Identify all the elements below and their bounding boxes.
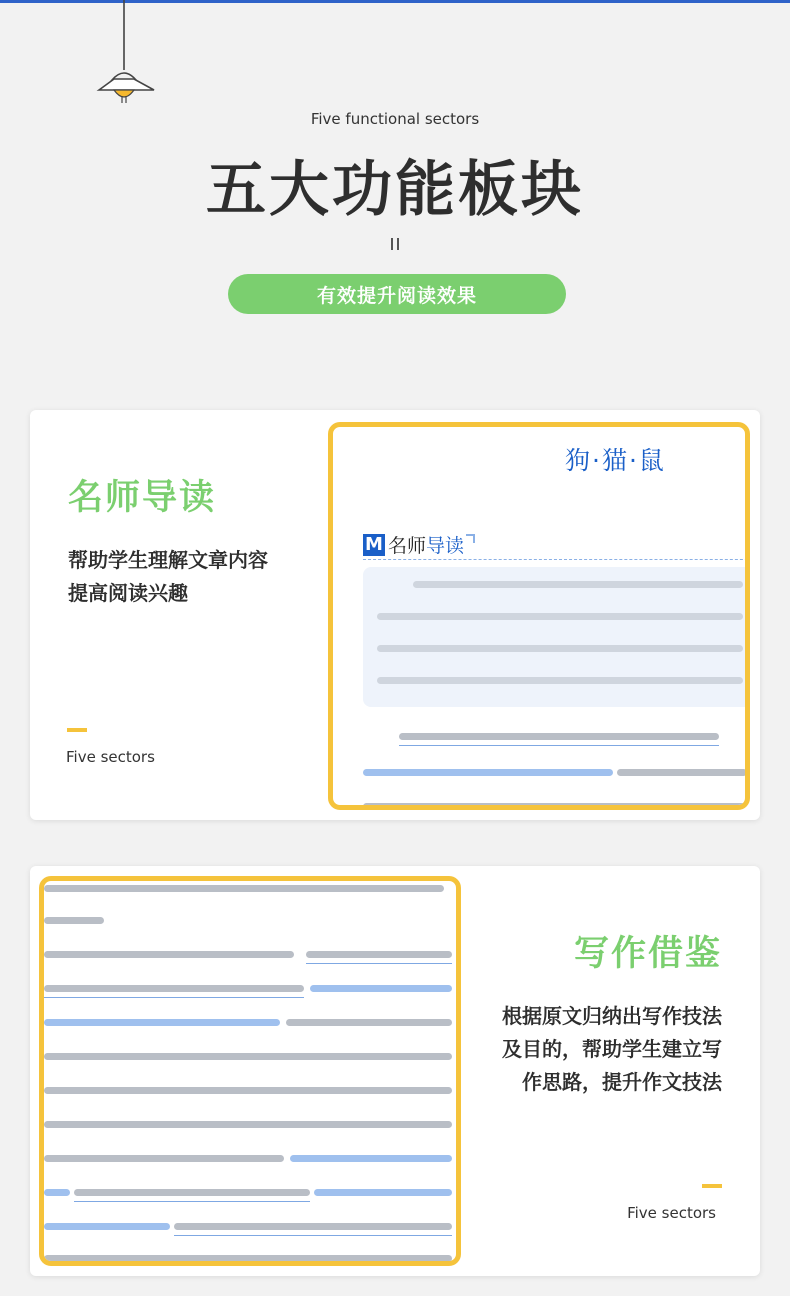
section-caption-en: Five sectors bbox=[66, 748, 155, 766]
text-placeholder bbox=[617, 769, 747, 776]
guide-tag-letter: M bbox=[363, 534, 385, 556]
dashed-divider bbox=[363, 559, 750, 560]
text-placeholder bbox=[44, 885, 444, 892]
divider-mark bbox=[390, 238, 400, 250]
section-description bbox=[68, 544, 268, 610]
text-placeholder bbox=[44, 917, 104, 924]
text-placeholder bbox=[306, 951, 452, 958]
text-placeholder bbox=[44, 1087, 452, 1094]
guide-tag-label-accent: 导读 bbox=[426, 535, 465, 557]
description-line: 帮助学生理解文章内容 bbox=[68, 548, 268, 572]
feature-card-guide bbox=[30, 410, 760, 820]
text-placeholder bbox=[44, 1019, 280, 1026]
underline bbox=[44, 997, 304, 998]
accent-bar bbox=[702, 1184, 722, 1188]
page-title: 五大功能板块 bbox=[206, 155, 584, 225]
text-placeholder bbox=[44, 1189, 70, 1196]
text-placeholder bbox=[377, 613, 743, 620]
text-placeholder bbox=[174, 1223, 452, 1230]
text-placeholder bbox=[44, 985, 304, 992]
guide-tag-label: 名师 bbox=[388, 535, 427, 557]
text-placeholder bbox=[377, 677, 743, 684]
chapter-title: 狗·猫·鼠 bbox=[565, 446, 666, 475]
accent-bar bbox=[67, 728, 87, 732]
text-placeholder bbox=[44, 1121, 452, 1128]
description-line: 根据原文归纳出写作技法 bbox=[502, 1004, 722, 1028]
guide-tag bbox=[363, 531, 475, 558]
underline bbox=[399, 745, 719, 746]
text-placeholder bbox=[377, 645, 743, 652]
description-line: 作思路，提升作文技法 bbox=[522, 1070, 722, 1094]
corner-mark bbox=[466, 534, 475, 543]
underline bbox=[74, 1201, 310, 1202]
text-placeholder bbox=[363, 803, 747, 810]
section-caption-en: Five sectors bbox=[627, 1204, 716, 1222]
guide-text-box bbox=[363, 567, 750, 707]
text-placeholder bbox=[286, 1019, 452, 1026]
underline bbox=[174, 1235, 452, 1236]
text-placeholder bbox=[44, 1155, 284, 1162]
subtitle-en: Five functional sectors bbox=[310, 110, 480, 128]
underline bbox=[306, 963, 452, 964]
text-placeholder bbox=[290, 1155, 452, 1162]
text-placeholder bbox=[399, 733, 719, 740]
description-line: 及目的，帮助学生建立写 bbox=[502, 1037, 722, 1061]
text-placeholder bbox=[44, 1223, 170, 1230]
description-line: 提高阅读兴趣 bbox=[68, 581, 188, 605]
text-placeholder bbox=[314, 1189, 452, 1196]
hanging-lamp-icon bbox=[96, 0, 160, 108]
text-placeholder bbox=[44, 1053, 452, 1060]
text-placeholder bbox=[363, 769, 613, 776]
book-excerpt bbox=[328, 422, 750, 810]
text-placeholder bbox=[74, 1189, 310, 1196]
feature-card-writing bbox=[30, 866, 760, 1276]
text-placeholder bbox=[44, 1255, 452, 1262]
book-excerpt bbox=[39, 876, 461, 1266]
section-title: 名师导读 bbox=[68, 478, 217, 518]
text-placeholder bbox=[44, 951, 294, 958]
text-placeholder bbox=[310, 985, 452, 992]
section-description bbox=[462, 1000, 722, 1099]
section-title: 写作借鉴 bbox=[573, 934, 722, 974]
highlight-pill: 有效提升阅读效果 bbox=[228, 274, 566, 314]
text-placeholder bbox=[413, 581, 743, 588]
